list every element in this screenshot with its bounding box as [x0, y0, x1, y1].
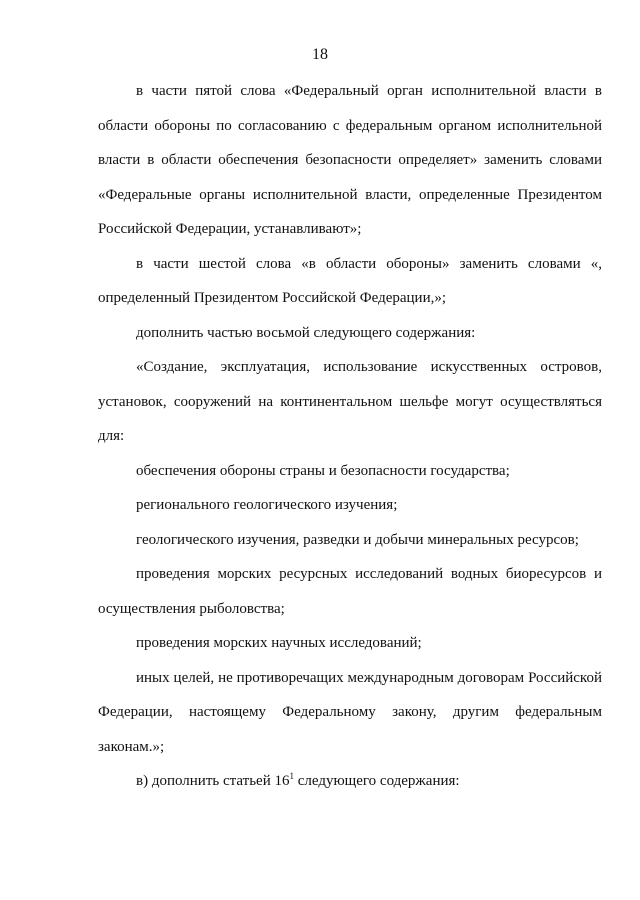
article-text-after: следующего содержания:: [293, 773, 460, 789]
list-item-other-purposes: иных целей, не противоречащих международным договорам Российской Федерации, настоящему Федеральному закону, другим федеральным законам.»;: [98, 669, 602, 755]
document-body: [98, 74, 602, 799]
list-item-marine-resource-research: проведения морских ресурсных исследований водных биоресурсов и осуществления рыболовства;: [98, 566, 602, 617]
paragraph-part-six-replacement: в части шестой слова «в области обороны» заменить словами «, определенный Президентом Российской Федерации,»;: [98, 255, 602, 306]
paragraph-artificial-islands: «Создание, эксплуатация, использование искусственных островов, установок, сооружений на континентальном шельфе могут осуществляться для:: [98, 359, 602, 444]
list-item-defense: обеспечения обороны страны и безопасности государства;: [136, 462, 510, 479]
paragraph-part-five-replacement: в части пятой слова «Федеральный орган исполнительной власти в области обороны по согласованию с федеральным органом исполнительной власти в области обеспечения безопасности определяет» заменить словами «Федеральные органы исполнительной власти, определенные Президентом Российской Федерации, устанавливают»;: [98, 83, 602, 237]
list-item-marine-scientific-research: проведения морских научных исследований;: [136, 635, 422, 651]
article-text-before: в) дополнить статьей 16: [136, 773, 290, 789]
paragraph-add-article: [98, 764, 602, 799]
article-superscript: 1: [289, 771, 294, 781]
page-number: 18: [312, 46, 328, 63]
list-item-mineral-resources: геологического изучения, разведки и добычи минеральных ресурсов;: [136, 531, 579, 548]
paragraph-add-part-eight: дополнить частью восьмой следующего содержания:: [136, 324, 476, 341]
list-item-regional-geology: регионального геологического изучения;: [136, 497, 398, 513]
